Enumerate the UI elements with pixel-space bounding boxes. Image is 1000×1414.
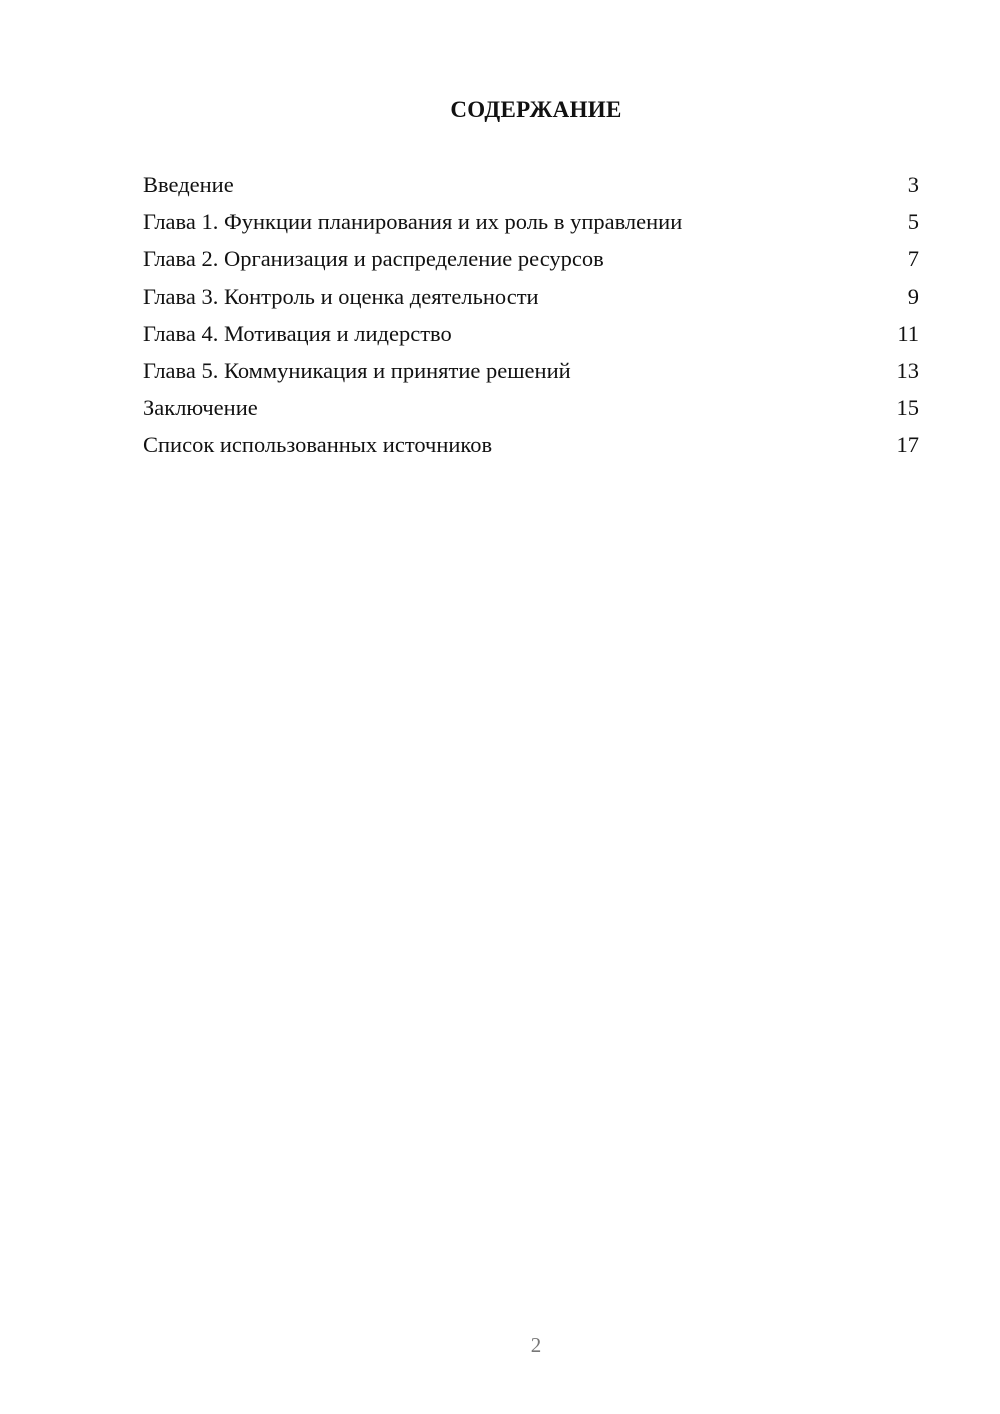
toc-entry-chapter-4[interactable] <box>143 315 919 352</box>
toc-entry-introduction[interactable] <box>143 166 919 203</box>
toc-entry-label: Глава 1. Функции планирования и их роль в управлении <box>143 209 683 235</box>
toc-entry-page: 5 <box>907 209 919 235</box>
toc-entry-page: 15 <box>896 395 919 421</box>
toc-entry-page: 11 <box>897 320 919 346</box>
toc-entry-label: Список использованных источников <box>143 432 493 458</box>
page-title: СОДЕРЖАНИЕ <box>450 97 622 122</box>
toc-entry-references[interactable] <box>143 426 919 463</box>
toc-entry-chapter-1[interactable] <box>143 203 919 240</box>
toc-entry-page: 17 <box>896 432 919 458</box>
table-of-contents <box>143 166 919 464</box>
toc-entry-label: Глава 5. Коммуникация и принятие решений <box>143 357 571 383</box>
toc-entry-label: Заключение <box>143 395 258 421</box>
toc-entry-label: Глава 2. Организация и распределение ресурсов <box>143 246 604 272</box>
toc-entry-page: 13 <box>896 357 919 383</box>
toc-entry-chapter-5[interactable] <box>143 352 919 389</box>
toc-entry-chapter-2[interactable] <box>143 240 919 277</box>
toc-entry-conclusion[interactable] <box>143 389 919 426</box>
toc-entry-page: 7 <box>907 246 919 272</box>
toc-entry-page: 9 <box>907 283 919 309</box>
toc-entry-page: 3 <box>907 172 919 197</box>
page-number: 2 <box>530 1333 542 1357</box>
toc-entry-label: Глава 3. Контроль и оценка деятельности <box>143 283 539 309</box>
toc-entry-label: Глава 4. Мотивация и лидерство <box>143 320 452 346</box>
toc-entry-chapter-3[interactable] <box>143 278 919 315</box>
toc-entry-label: Введение <box>143 172 234 197</box>
